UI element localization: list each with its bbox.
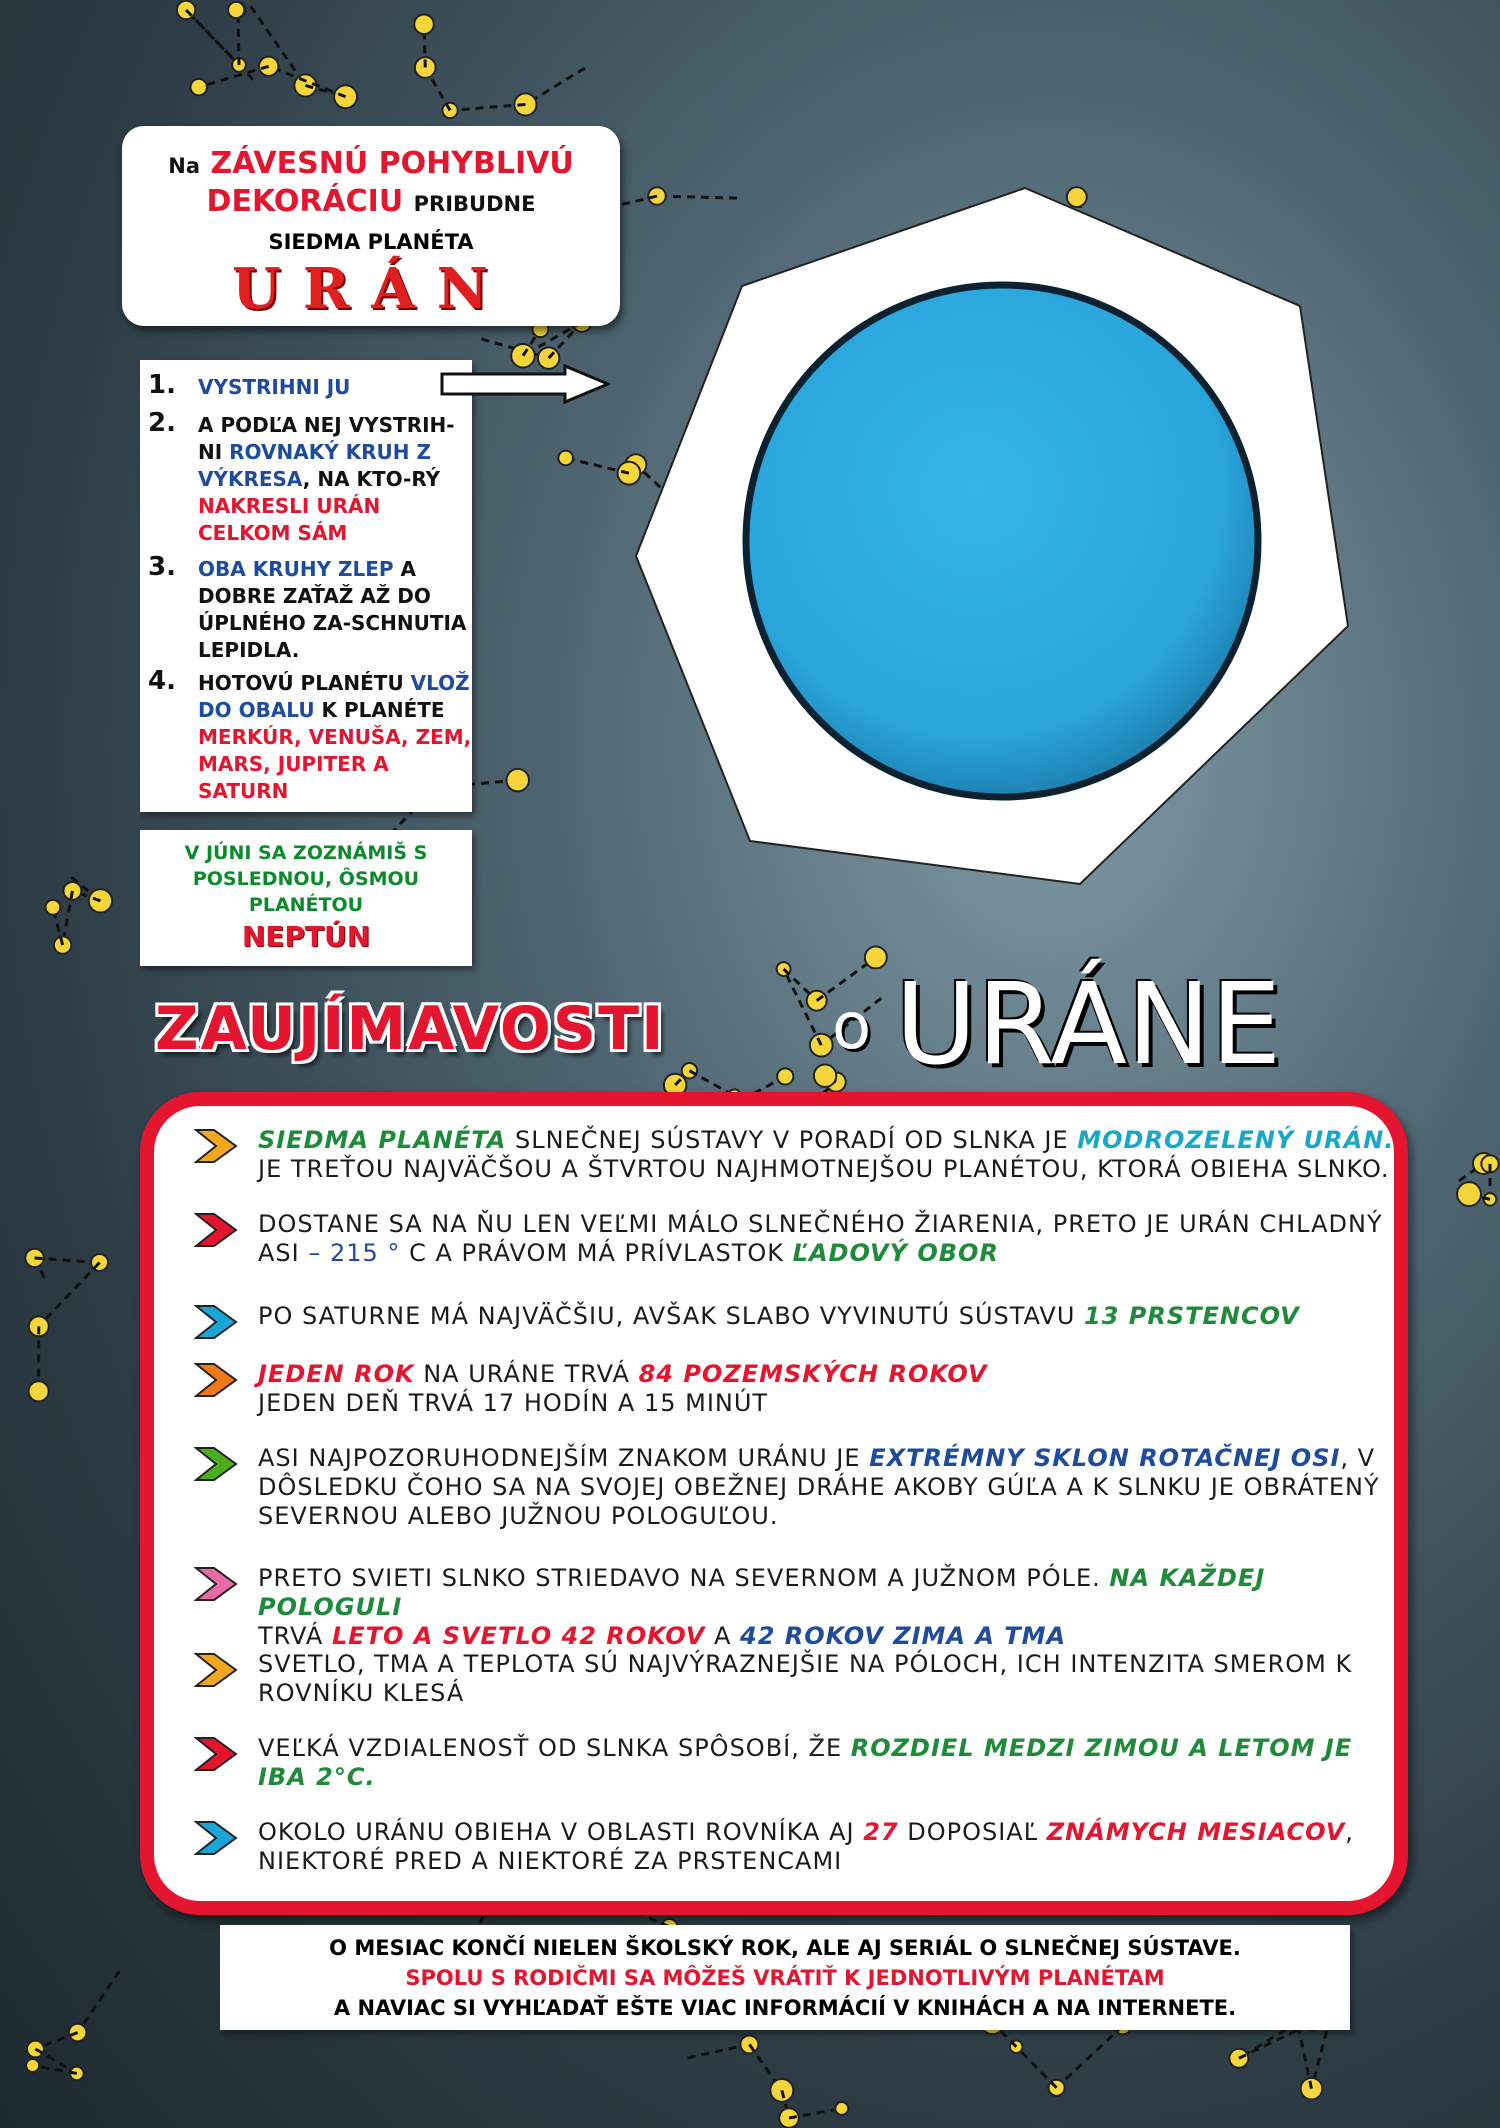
star-dot xyxy=(865,946,887,968)
fact-part: – 215 ° xyxy=(308,1239,401,1267)
step-number: 2. xyxy=(148,408,176,438)
fact-part: 27 xyxy=(863,1818,899,1846)
step-text xyxy=(198,412,478,547)
star-dot xyxy=(1301,2078,1323,2100)
fact-part: TRVÁ xyxy=(258,1622,332,1650)
facts-title: ZAUJÍMAVOSTI xyxy=(155,994,666,1064)
header-highlight: ZÁVESNÚ POHYBLIVÚ xyxy=(210,146,574,181)
step-text xyxy=(198,556,478,664)
fact-part: PO SATURNE MÁ NAJVÄČŠIU, AVŠAK SLABO VYVINUTÚ SÚSTAVU xyxy=(258,1302,1085,1330)
chevron-right-icon xyxy=(194,1304,238,1340)
header-subtitle: SIEDMA PLANÉTA xyxy=(268,230,474,254)
uranus-circle xyxy=(746,285,1258,797)
next-month-card xyxy=(140,830,472,966)
fact-part: PRETO SVIETI SLNKO STRIEDAVO NA SEVERNOM A JUŽNOM PÓLE. xyxy=(258,1564,1110,1592)
footer-line-2: SPOLU S RODIČMI SA MÔŽEŠ VRÁTIŤ K JEDNOTLIVÝM PLANÉTAM xyxy=(405,1966,1165,1990)
footer-line-1: O MESIAC KONČÍ NIELEN ŠKOLSKÝ ROK, ALE AJ SERIÁL O SLNEČNEJ SÚSTAVE. xyxy=(329,1936,1241,1960)
step-part: VLOŽ DO OBALU xyxy=(198,671,470,722)
star-dot xyxy=(228,2,244,18)
fact-text xyxy=(258,1818,1398,1876)
star-dot xyxy=(1457,1182,1481,1206)
star-dot xyxy=(740,2035,758,2053)
step-part: A PODĽA NEJ VYSTRIH-NI xyxy=(198,413,455,464)
fact-text xyxy=(258,1210,1398,1268)
header-card xyxy=(122,126,620,326)
chevron-right-icon xyxy=(194,1820,238,1856)
star-dot xyxy=(558,451,573,466)
fact-part: OKOLO URÁNU OBIEHA V OBLASTI ROVNÍKA AJ xyxy=(258,1818,864,1846)
chevron-right-icon xyxy=(194,1446,238,1482)
star-dot xyxy=(506,769,528,791)
star-dot xyxy=(414,14,434,34)
footer-note xyxy=(220,1925,1350,2030)
fact-part: EXTRÉMNY SKLON ROTAČNEJ OSI xyxy=(869,1444,1341,1472)
step-part: ROVNAKÝ KRUH Z VÝKRESA xyxy=(198,440,432,491)
fact-part: 42 ROKOV ZIMA A TMA xyxy=(740,1622,1067,1650)
step-part: , NA KTO-RÝ xyxy=(302,467,441,491)
constellation xyxy=(414,14,585,118)
constellation xyxy=(26,1971,119,2080)
fact-text xyxy=(258,1360,1398,1418)
fact-text xyxy=(258,1444,1398,1531)
fact-part: SLNEČNEJ SÚSTAVY V PORADÍ OD SLNKA JE xyxy=(506,1126,1078,1154)
step-part: OBA KRUHY ZLEP xyxy=(198,557,394,581)
fact-part: LETO A SVETLO 42 ROKOV xyxy=(331,1622,706,1650)
star-dot xyxy=(682,1063,697,1078)
header-line-1 xyxy=(122,146,620,181)
chevron-right-icon xyxy=(194,1128,238,1164)
star-dot xyxy=(835,2102,848,2115)
next-planet-name: NEPTÚN xyxy=(241,920,371,953)
star-dot xyxy=(54,936,71,953)
fact-part: ZNÁMYCH MESIACOV xyxy=(1046,1818,1346,1846)
step-number: 4. xyxy=(148,666,176,696)
constellation xyxy=(1457,1153,1499,1206)
fact-part: , NIEKTORÉ PRED A NIEKTORÉ ZA PRSTENCAMI xyxy=(258,1818,1354,1875)
fact-part: JEDEN DEŇ TRVÁ 17 HODÍN A 15 MINÚT xyxy=(258,1389,769,1417)
facts-title-preposition: o xyxy=(832,990,872,1064)
star-dot xyxy=(814,1065,836,1087)
fact-part: NA KAŽDEJ POLOGULI xyxy=(258,1564,1266,1621)
header-line-2 xyxy=(122,184,620,219)
chevron-right-icon xyxy=(194,1212,238,1248)
star-dot xyxy=(46,900,61,915)
planet-name: URÁN xyxy=(231,256,510,322)
constellation xyxy=(190,6,357,108)
step-part: MERKÚR, VENUŠA, ZEM, MARS, JUPITER A SATURN xyxy=(198,725,472,803)
fact-text xyxy=(258,1734,1398,1792)
constellation xyxy=(46,877,113,953)
step-part: HOTOVÚ PLANÉTU xyxy=(198,671,411,695)
fact-part: DOSTANE SA NA ŇU LEN VEĽMI MÁLO SLNEČNÉHO ŽIARENIA, PRETO JE URÁN CHLADNÝ ASI xyxy=(258,1210,1383,1267)
fact-part: , V DÔSLEDKU ČOHO SA NA SVOJEJ OBEŽNEJ DRÁHE AKOBY GÚĽA A K SLNKU JE OBRÁTENÝ SEVERNOU ALEBO JUŽNOU POLOGUĽOU. xyxy=(258,1444,1380,1530)
step-part: A DOBRE ZAŤAŽ AŽ DO ÚPLNÉHO ZA-SCHNUTIA LEPIDLA. xyxy=(198,557,467,662)
facts-title-planet: URÁNE xyxy=(895,960,1282,1090)
fact-text xyxy=(258,1126,1398,1184)
fact-part: ASI NAJPOZORUHODNEJŠÍM ZNAKOM URÁNU JE xyxy=(258,1444,870,1472)
step-part: NAKRESLI URÁN CELKOM SÁM xyxy=(198,494,381,545)
constellation xyxy=(177,1,253,80)
chevron-right-icon xyxy=(194,1736,238,1772)
header-text: PRIBUDNE xyxy=(413,192,536,216)
chevron-right-icon xyxy=(194,1566,238,1602)
fact-part: NA URÁNE TRVÁ xyxy=(414,1360,639,1388)
fact-part: JE TREŤOU NAJVÄČŠOU A ŠTVRTOU NAJHMOTNEJŠOU PLANÉTOU, KTORÁ OBIEHA SLNKO. xyxy=(258,1155,1390,1183)
constellation xyxy=(688,2035,849,2127)
fact-part: JEDEN ROK xyxy=(258,1360,415,1388)
header-prefix: Na xyxy=(168,154,201,178)
constellation xyxy=(25,1249,108,1402)
star-dot xyxy=(26,2059,39,2072)
header-highlight-2: DEKORÁCIU xyxy=(206,184,404,219)
fact-part: ROZDIEL MEDZI ZIMOU A LETOM JE IBA 2°C. xyxy=(258,1734,1353,1791)
facts-box xyxy=(140,1092,1408,1915)
fact-part: DOPOSIAĽ xyxy=(898,1818,1047,1846)
step-text xyxy=(198,670,478,805)
instructions-card xyxy=(140,360,472,812)
fact-part: C A PRÁVOM MÁ PRÍVLASTOK xyxy=(400,1239,793,1267)
fact-part: A xyxy=(705,1622,741,1650)
footer-line-3: A NAVIAC SI VYHĽADAŤ EŠTE VIAC INFORMÁCIÍ V KNIHÁCH A NA INTERNETE. xyxy=(333,1996,1237,2020)
star-dot xyxy=(190,79,206,95)
fact-part: VEĽKÁ VZDIALENOSŤ OD SLNKA SPÔSOBÍ, ŽE xyxy=(258,1734,851,1762)
fact-part: MODROZELENÝ URÁN. xyxy=(1077,1126,1395,1154)
chevron-right-icon xyxy=(194,1652,238,1688)
fact-text xyxy=(258,1650,1398,1708)
step-part: VYSTRIHNI JU xyxy=(198,375,351,399)
star-dot xyxy=(29,1381,49,1401)
star-dot xyxy=(777,1068,793,1084)
step-text xyxy=(198,374,478,401)
next-month-text: V JÚNI SA ZOZNÁMIŠ S POSLEDNOU, ÔSMOU PLANÉTOU xyxy=(184,842,428,916)
fact-text xyxy=(258,1302,1398,1331)
step-part: K PLANÉTE xyxy=(314,698,445,722)
fact-text xyxy=(258,1564,1398,1651)
fact-part: 13 PRSTENCOV xyxy=(1084,1302,1300,1330)
fact-part: SVETLO, TMA A TEPLOTA SÚ NAJVÝRAZNEJŠIE NA PÓLOCH, ICH INTENZITA SMEROM K ROVNÍKU KLESÁ xyxy=(258,1650,1353,1707)
star-dot xyxy=(807,991,827,1011)
planet-cutout xyxy=(630,186,1350,886)
fact-part: 84 POZEMSKÝCH ROKOV xyxy=(638,1360,988,1388)
chevron-right-icon xyxy=(194,1362,238,1398)
step-number: 3. xyxy=(148,552,176,582)
arrow-right-icon xyxy=(440,364,610,404)
star-dot xyxy=(810,1034,833,1057)
step-number: 1. xyxy=(148,370,176,400)
fact-part: SIEDMA PLANÉTA xyxy=(258,1126,507,1154)
fact-part: ĽADOVÝ OBOR xyxy=(792,1239,999,1267)
